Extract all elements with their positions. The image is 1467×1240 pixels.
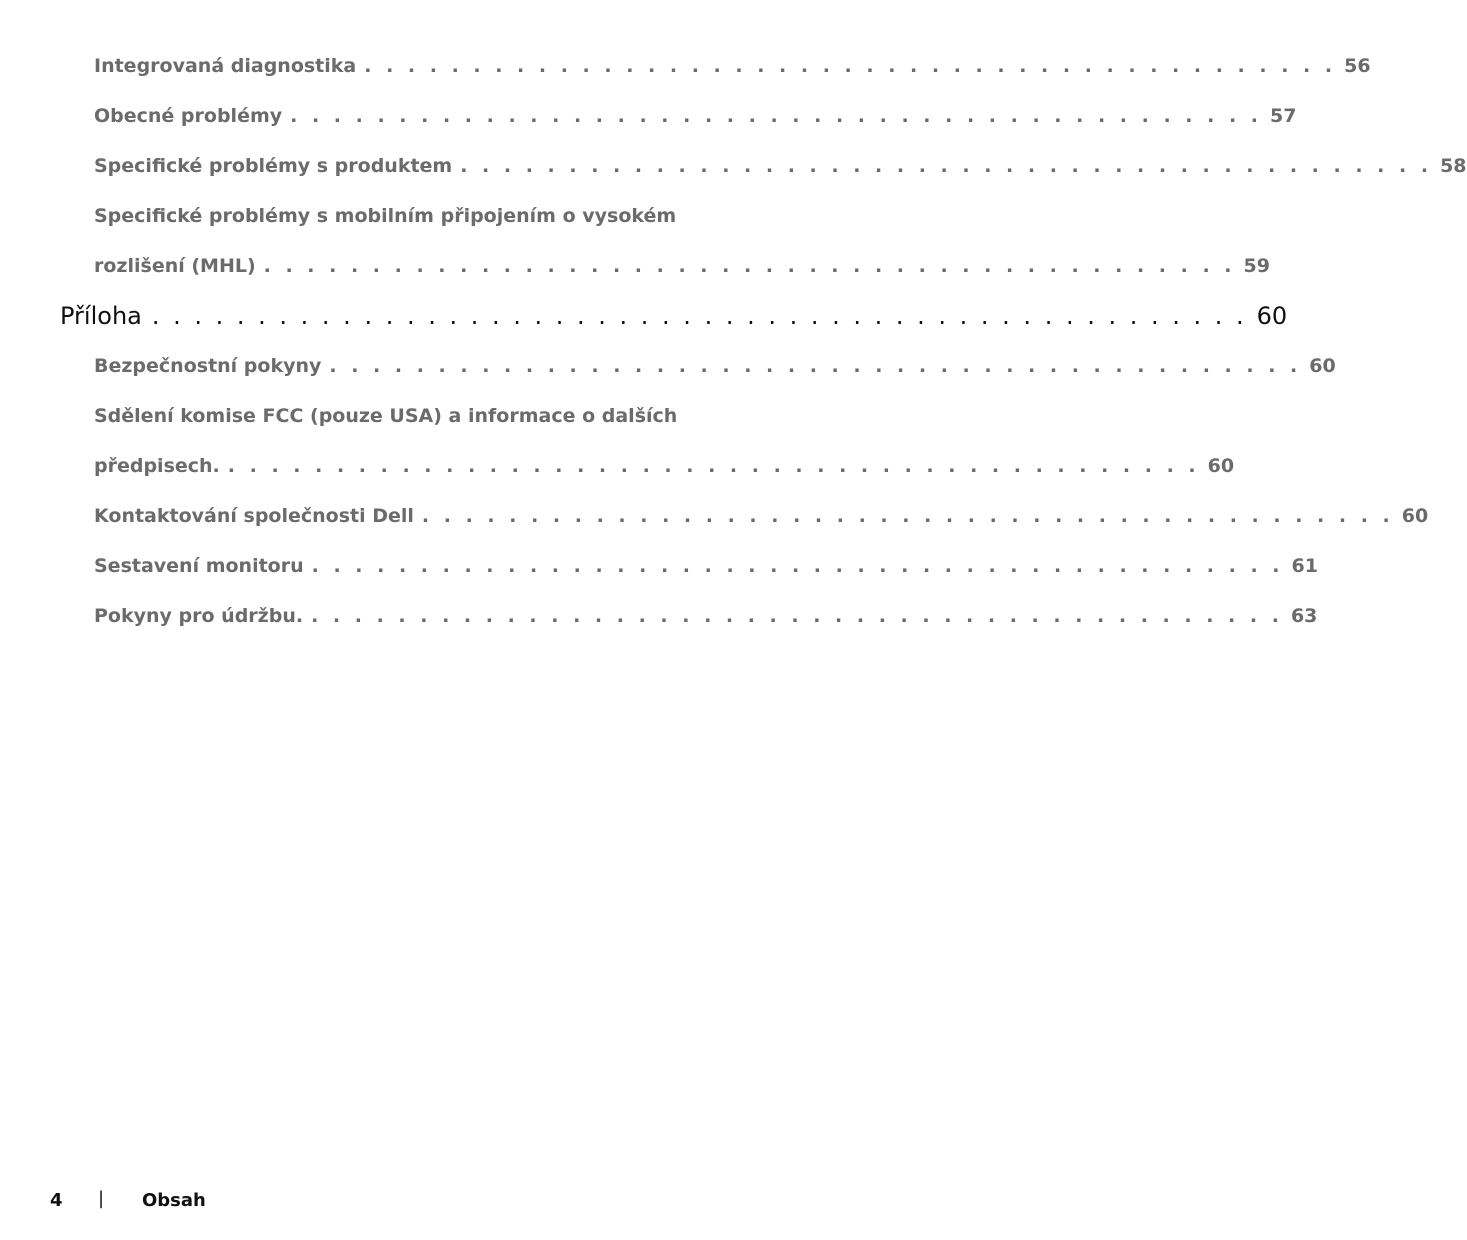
toc-chapter-page: 60 (1256, 302, 1288, 330)
dot-leader: . . . . . . . . . . . . . . . . . . . . . . . . . . . . . . . . . . . . . . . . . . . . . (227, 455, 1200, 477)
toc-entry[interactable] (94, 105, 1297, 127)
dot-leader: . . . . . . . . . . . . . . . . . . . . . . . . . . . . . . . . . . . . . . . . . . . . . . . . . . . . (151, 302, 1247, 330)
dot-leader: . . . . . . . . . . . . . . . . . . . . . . . . . . . . . . . . . . . . . . . . . . . . . (290, 105, 1262, 127)
toc-entry[interactable] (94, 455, 1235, 477)
page-number: 4 (50, 1190, 63, 1211)
toc-entry-page: 61 (1291, 555, 1318, 577)
toc-entry-label: Specifické problémy s produktem (94, 155, 453, 177)
toc-entry[interactable] (94, 555, 1318, 577)
toc-entry[interactable] (94, 55, 1371, 77)
dot-leader: . . . . . . . . . . . . . . . . . . . . . . . . . . . . . . . . . . . . . . . . . . . . . (460, 155, 1433, 177)
toc-entry-page: 63 (1290, 605, 1318, 627)
dot-leader: . . . . . . . . . . . . . . . . . . . . . . . . . . . . . . . . . . . . . . . . . . . . . (263, 255, 1236, 277)
toc-entry-label: Integrovaná diagnostika (94, 55, 357, 77)
toc-entry-page: 60 (1207, 455, 1235, 477)
dot-leader: . . . . . . . . . . . . . . . . . . . . . . . . . . . . . . . . . . . . . . . . . . . . . (421, 505, 1394, 527)
toc-entry-line1[interactable] (94, 205, 786, 227)
toc-chapter-entry[interactable] (60, 302, 1288, 330)
toc-entry-label: Specifické problémy s mobilním připojením o vysokém (94, 205, 677, 227)
toc-entry[interactable] (94, 505, 1429, 527)
dot-leader: . . . . . . . . . . . . . . . . . . . . . . . . . . . . . . . . . . . . . . . . . . . . . (311, 555, 1284, 577)
toc-entry-label: Sestavení monitoru (94, 555, 304, 577)
toc-entry-label: Bezpečnostní pokyny (94, 355, 322, 377)
dot-leader: . . . . . . . . . . . . . . . . . . . . . . . . . . . . . . . . . . . . . . . . . . . . . (364, 55, 1337, 77)
toc-entry-page: 57 (1270, 105, 1297, 127)
toc-chapter-label: Příloha (60, 302, 142, 330)
toc-entry-label: předpisech. (94, 455, 220, 477)
toc-entry[interactable] (94, 605, 1318, 627)
toc-entry[interactable] (94, 155, 1467, 177)
dot-leader: . . . . . . . . . . . . . . . . . . . . . . . . . . . . . . . . . . . . . . . . . . . . . (311, 605, 1283, 627)
toc-entry-label: Pokyny pro údržbu. (94, 605, 304, 627)
toc-entry-label: Sdělení komise FCC (pouze USA) a informace o dalších (94, 405, 678, 427)
toc-entry-page: 59 (1243, 255, 1270, 277)
toc-entry[interactable] (94, 255, 1270, 277)
dot-leader: . . . . . . . . . . . . . . . . . . . . . . . . . . . . . . . . . . . . . . . . . . . . . (329, 355, 1302, 377)
toc-entry-page: 60 (1309, 355, 1336, 377)
footer-section-title: Obsah (142, 1190, 206, 1211)
toc-entry-line1[interactable] (94, 405, 786, 427)
toc-entry-page: 56 (1344, 55, 1371, 77)
toc-entry-page: 58 (1440, 155, 1467, 177)
toc-entry[interactable] (94, 355, 1336, 377)
toc-entry-label: Kontaktování společnosti Dell (94, 505, 414, 527)
footer-separator: | (98, 1188, 105, 1209)
toc-entry-label: Obecné problémy (94, 105, 283, 127)
toc-entry-page: 60 (1401, 505, 1429, 527)
toc-entry-label: rozlišení (MHL) (94, 255, 256, 277)
